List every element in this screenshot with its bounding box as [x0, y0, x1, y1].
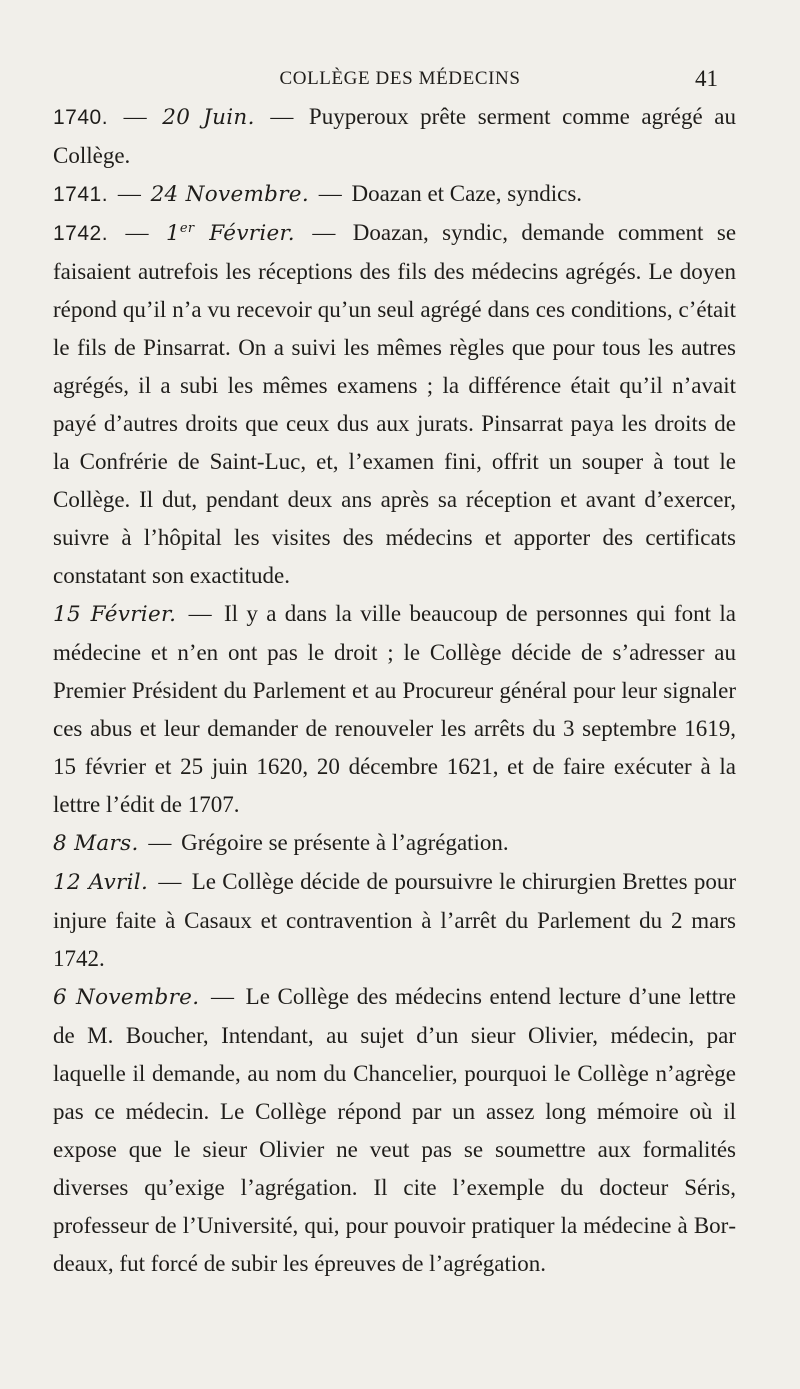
entry-date-sup: er: [179, 220, 195, 236]
page-body: [53, 98, 736, 1283]
entry-1740-juin: [53, 98, 736, 175]
running-head: [0, 64, 800, 94]
entry-1742-mars: [53, 824, 736, 863]
dash: —: [125, 220, 149, 245]
entry-date: [166, 221, 295, 246]
entry-date: 12 Avril.: [53, 870, 149, 895]
entry-date: 20 Juin.: [162, 105, 255, 130]
entry-text: Le Collège des médecins entend lecture d’une lettre de M. Boucher, Intendant, au sujet d’un sieur Olivier, médecin, par laquelle il demande, au nom du Chancelier, pourquoi le Collège n’agrège pas ce médecin. Le Collège répond par un assez long mémoire où il expose que le sieur Olivier ne veut pas se soumettre aux formalités diverses qu’exige l’agrégation. Il cite l’exemple du docteur Séris, professeur de l’Université, qui, pour pouvoir pratiquer la médecine à Bordeaux, fut forcé de subir les épreuves de l’agrégation.: [53, 984, 736, 1276]
entry-text: Doazan et Caze, syndics.: [351, 181, 583, 206]
page-number: 41: [695, 66, 718, 91]
entry-date-month: Février.: [194, 221, 295, 246]
entry-year: 1740.: [53, 106, 109, 129]
running-title: COLLÈGE DES MÉDECINS: [279, 68, 521, 89]
dash: —: [312, 220, 336, 245]
entry-1742-fevrier-1: [53, 214, 736, 595]
dash: —: [148, 830, 172, 855]
entry-date: 24 Novembre.: [150, 182, 309, 207]
dash: —: [188, 601, 212, 626]
entry-year: 1742.: [53, 222, 109, 245]
entry-text: Il y a dans la ville beaucoup de personnes qui font la médecine et n’en ont pas le droit ; le Collège décide de s’adresser au Premier Président du Parlement et au Procureur général pour leur signaler ces abus et leur demander de renouveler les arrêts du 3 septembre 1619, 15 février et 25 juin 1620, 20 décembre 1621, et de faire exécuter à la lettre l’édit de 1707.: [53, 601, 737, 817]
entry-year: 1741.: [53, 183, 109, 206]
entry-date-day: 1: [165, 221, 180, 246]
entry-text: Puyperoux prête serment comme agrégé au Collège.: [53, 104, 736, 168]
entry-date: 6 Novembre.: [53, 985, 200, 1010]
entry-1742-avril: [53, 863, 736, 978]
entry-text: Grégoire se présente à l’agrégation.: [181, 830, 509, 855]
entry-1742-novembre: [53, 978, 736, 1283]
dash: —: [123, 104, 147, 129]
dash: —: [158, 869, 182, 894]
dash: —: [117, 181, 141, 206]
entry-1742-fevrier-15: [53, 595, 736, 824]
entry-1741-novembre: [53, 175, 736, 214]
dash: —: [270, 104, 294, 129]
entry-date: 8 Mars.: [53, 831, 139, 856]
entry-text: Doazan, syndic, demande comment se faisaient autrefois les réceptions des fils des médecins agrégés. Le doyen répond qu’il n’a vu recevoir qu’un seul agrégé dans ces conditions, c’était le fils de Pinsarrat. On a suivi les mêmes règles que pour tous les autres agrégés, il a subi les mêmes examens ; la différence était qu’il n’avait payé d’autres droits que ceux dus aux jurats. Pinsarrat paya les droits de la Confrérie de Saint-Luc, et, l’examen fini, offrit un souper à tout le Collège. Il dut, pendant deux ans après sa réception et avant d’exercer, suivre à l’hôpital les visites des médecins et apporter des certificats constatant son exactitude.: [53, 220, 737, 588]
dash: —: [318, 181, 342, 206]
dash: —: [210, 984, 234, 1009]
entry-date: 15 Février.: [53, 602, 177, 627]
entry-text: Le Collège décide de poursuivre le chirurgien Brettes pour injure faite à Casaux et contravention à l’arrêt du Parlement du 2 mars 1742.: [53, 869, 737, 971]
